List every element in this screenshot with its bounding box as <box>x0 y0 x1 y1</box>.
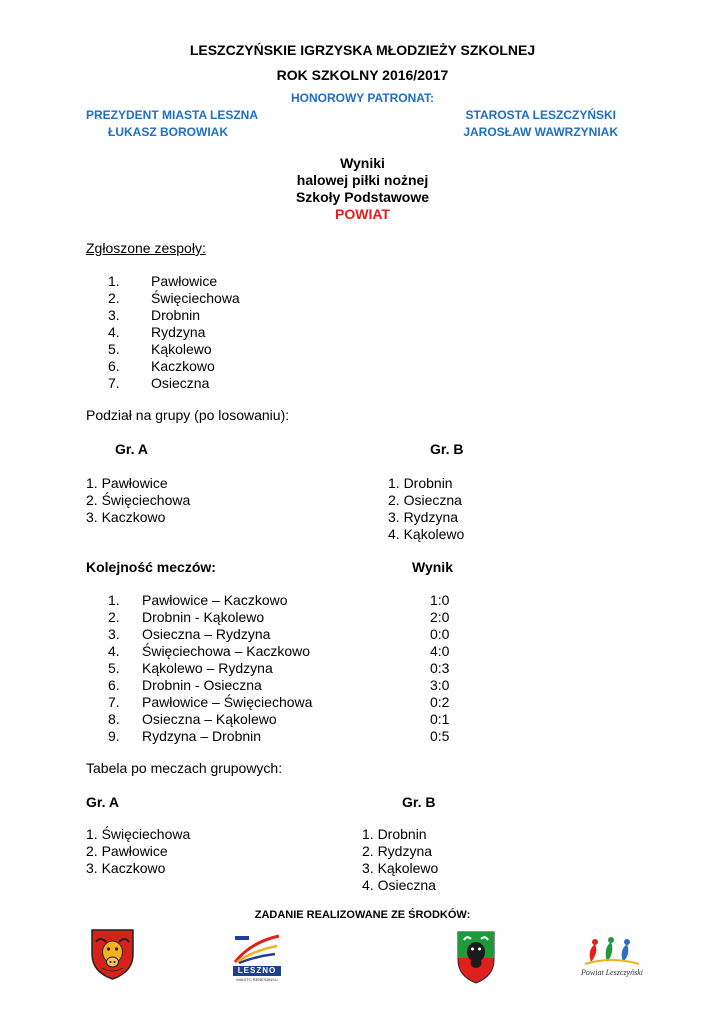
result-heading: Wynik <box>412 559 453 575</box>
matches-heading: Kolejność meczów: <box>86 559 216 575</box>
team-name: Święciechowa <box>151 290 240 306</box>
standings-b-item: 3. Kąkolewo <box>362 860 439 876</box>
match-num: 2. <box>108 609 120 625</box>
group-a-item: 1. Pawłowice <box>86 475 168 491</box>
match-score: 3:0 <box>430 677 450 693</box>
team-num: 5. <box>108 341 120 357</box>
group-b-item: 3. Rydzyna <box>388 509 459 525</box>
groups-heading: Podział na grupy (po losowaniu): <box>86 407 290 423</box>
standings-a-item: 2. Pawłowice <box>86 843 168 859</box>
funding-label: ZADANIE REALIZOWANE ZE ŚRODKÓW: <box>254 909 471 921</box>
table-row <box>108 677 458 694</box>
group-b-item: 4. Kąkolewo <box>388 526 465 542</box>
group-a-item: 3. Kaczkowo <box>86 509 166 525</box>
match-num: 9. <box>108 728 120 744</box>
list-item <box>108 341 308 358</box>
match-score: 0:1 <box>430 711 450 727</box>
team-name: Pawłowice <box>151 273 218 289</box>
table-row <box>108 694 458 711</box>
results-title-3: Szkoły Podstawowe <box>295 189 430 205</box>
group-b-label: Gr. B <box>430 441 464 457</box>
powiat-leszczynski-logo <box>577 936 647 982</box>
leszno-swoosh-icon <box>233 932 281 966</box>
document-title: LESZCZYŃSKIE IGRZYSKA MŁODZIEŻY SZKOLNEJ <box>189 42 536 58</box>
table-row <box>108 728 458 745</box>
match-teams: Drobnin - Kąkolewo <box>142 609 265 625</box>
list-item <box>108 375 308 392</box>
teams-heading: Zgłoszone zespoły: <box>86 240 206 256</box>
match-num: 6. <box>108 677 120 693</box>
standings-a-label: Gr. A <box>86 794 119 810</box>
patron-left-name: ŁUKASZ BOROWIAK <box>108 125 228 139</box>
team-name: Kaczkowo <box>151 358 215 374</box>
table-row <box>108 609 458 626</box>
match-score: 4:0 <box>430 643 450 659</box>
team-name: Kąkolewo <box>151 341 212 357</box>
match-num: 1. <box>108 592 120 608</box>
match-score: 0:5 <box>430 728 450 744</box>
match-teams: Kąkolewo – Rydzyna <box>142 660 273 676</box>
patronage-label: HONOROWY PATRONAT: <box>290 91 435 105</box>
match-score: 0:0 <box>430 626 450 642</box>
match-teams: Święciechowa – Kaczkowo <box>142 643 311 659</box>
powiat-figures-icon <box>577 936 647 968</box>
list-item <box>108 290 308 307</box>
leszno-city-logo <box>233 932 281 982</box>
match-score: 1:0 <box>430 592 450 608</box>
match-num: 8. <box>108 711 120 727</box>
team-name: Osieczna <box>151 375 210 391</box>
team-num: 3. <box>108 307 120 323</box>
list-item <box>108 324 308 341</box>
team-num: 7. <box>108 375 120 391</box>
standings-b-item: 2. Rydzyna <box>362 843 433 859</box>
match-score: 0:2 <box>430 694 450 710</box>
team-name: Drobnin <box>151 307 201 323</box>
powiat-coat-of-arms-logo <box>456 930 496 984</box>
match-teams: Rydzyna – Drobnin <box>142 728 262 744</box>
group-b-item: 1. Drobnin <box>388 475 453 491</box>
match-teams: Drobnin - Osieczna <box>142 677 262 693</box>
leszno-coat-of-arms-logo <box>90 928 135 980</box>
match-num: 5. <box>108 660 120 676</box>
table-row <box>108 592 458 609</box>
group-b-item: 2. Osieczna <box>388 492 462 508</box>
standings-b-label: Gr. B <box>402 794 436 810</box>
powiat-shield-icon <box>456 930 496 984</box>
patron-right-name: JAROSŁAW WAWRZYNIAK <box>463 125 618 139</box>
table-row <box>108 660 458 677</box>
match-score: 2:0 <box>430 609 450 625</box>
list-item <box>108 307 308 324</box>
team-num: 1. <box>108 273 120 289</box>
standings-a-item: 1. Święciechowa <box>86 826 191 842</box>
group-a-label: Gr. A <box>115 441 148 457</box>
patron-left-role: PREZYDENT MIASTA LESZNA <box>86 108 259 122</box>
powiat-wordmark: Powiat Leszczyński <box>581 968 643 977</box>
coat-of-arms-icon <box>90 928 135 980</box>
team-num: 4. <box>108 324 120 340</box>
school-year: ROK SZKOLNY 2016/2017 <box>276 67 449 83</box>
patron-right-role: STAROSTA LESZCZYŃSKI <box>465 108 616 122</box>
table-row <box>108 643 458 660</box>
standings-b-item: 4. Osieczna <box>362 877 436 893</box>
leszno-wordmark: LESZNO <box>233 966 281 976</box>
list-item <box>108 358 308 375</box>
list-item <box>108 273 308 290</box>
team-num: 6. <box>108 358 120 374</box>
match-score: 0:3 <box>430 660 450 676</box>
match-num: 4. <box>108 643 120 659</box>
match-num: 7. <box>108 694 120 710</box>
table-row <box>108 711 458 728</box>
results-title-2: halowej piłki nożnej <box>296 172 429 188</box>
match-num: 3. <box>108 626 120 642</box>
team-num: 2. <box>108 290 120 306</box>
standings-b-item: 1. Drobnin <box>362 826 427 842</box>
standings-heading: Tabela po meczach grupowych: <box>86 760 283 776</box>
group-a-item: 2. Święciechowa <box>86 492 191 508</box>
results-title-powiat: POWIAT <box>335 206 390 222</box>
leszno-tagline: MIASTO RENESANSU <box>236 977 278 982</box>
match-teams: Osieczna – Kąkolewo <box>142 711 277 727</box>
results-title-1: Wyniki <box>340 155 385 171</box>
match-teams: Osieczna – Rydzyna <box>142 626 271 642</box>
table-row <box>108 626 458 643</box>
team-name: Rydzyna <box>151 324 206 340</box>
match-teams: Pawłowice – Święciechowa <box>142 694 313 710</box>
standings-a-item: 3. Kaczkowo <box>86 860 166 876</box>
match-teams: Pawłowice – Kaczkowo <box>142 592 288 608</box>
